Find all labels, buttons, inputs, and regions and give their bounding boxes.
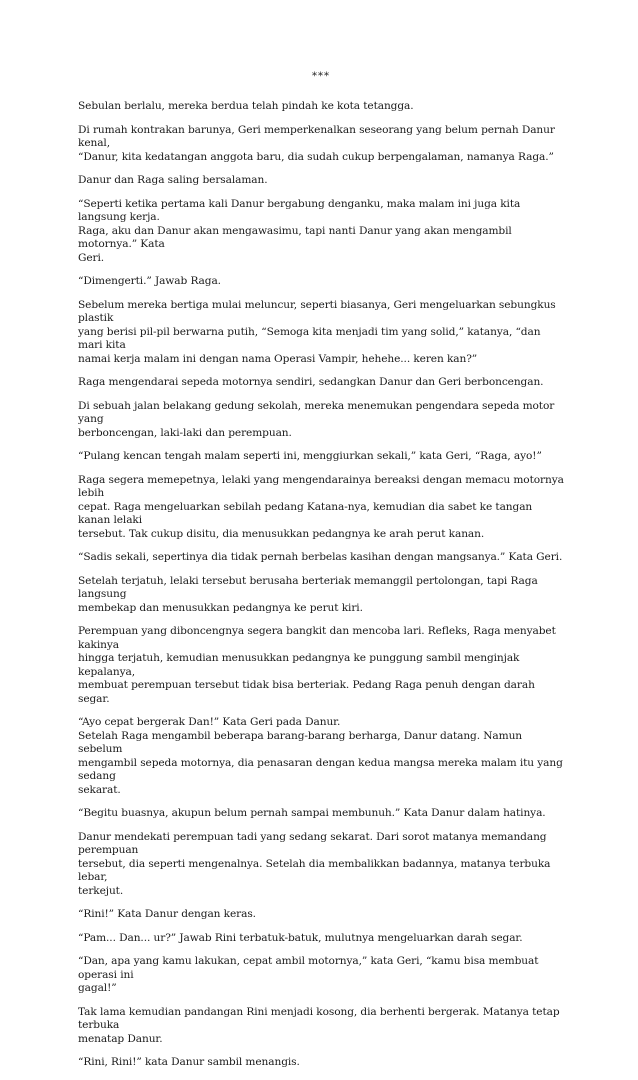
- paragraph: “Sadis sekali, sepertinya dia tidak pernah berbelas kasihan dengan mangsanya.” Kata Geri.: [78, 551, 563, 563]
- paragraph: Raga mengendarai sepeda motornya sendiri, sedangkan Danur dan Geri berboncengan.: [78, 376, 544, 388]
- paragraph: “Pulang kencan tengah malam seperti ini, menggiurkan sekali,” kata Geri, “Raga, ayo!”: [78, 450, 542, 462]
- paragraph: Di rumah kontrakan barunya, Geri memperkenalkan seseorang yang belum pernah Danur kenal, “Danur, kita kedatangan anggota baru, dia sudah cukup berpengalaman, namanya Raga.”: [78, 123, 555, 163]
- paragraph: Danur dan Raga saling bersalaman.: [78, 174, 268, 186]
- paragraph: Danur mendekati perempuan tadi yang sedang sekarat. Dari sorot matanya memandang perempuan tersebut, dia seperti mengenalnya. Setelah dia membalikkan badannya, matanya terbuka lebar, terkejut.: [78, 830, 551, 897]
- paragraph: “Dan, apa yang kamu lakukan, cepat ambil motornya,” kata Geri, “kamu bisa membuat operasi ini gagal!”: [78, 955, 539, 994]
- paragraph: “Seperti ketika pertama kali Danur bergabung denganku, maka malam ini juga kita langsung kerja. Raga, aku dan Danur akan mengawasimu, tapi nanti Danur yang akan mengambil motornya.” Kata Geri.: [78, 197, 521, 264]
- paragraph: “Ayo cepat bergerak Dan!” Kata Geri pada Danur. Setelah Raga mengambil beberapa barang-barang berharga, Danur datang. Namun sebelum mengambil sepeda motornya, dia penasaran dengan kedua mangsa mereka malam itu yang sedang sekarat.: [78, 716, 563, 796]
- paragraph: “Rini, Rini!” kata Danur sambil menangis.: [78, 1056, 300, 1068]
- section-separator: ***: [312, 71, 330, 82]
- paragraph: Perempuan yang diboncengnya segera bangkit dan mencoba lari. Refleks, Raga menyabet kakinya hingga terjatuh, kemudian menusukkan pedangnya ke punggung sambil menginjak kepalanya, membuat perempuan tersebut tidak bisa berteriak. Pedang Raga penuh dengan darah segar.: [78, 625, 556, 705]
- paragraph: Raga segera memepetnya, lelaki yang mengendarainya bereaksi dengan memacu motornya lebih cepat. Raga mengeluarkan sebilah pedang Katana-nya, kemudian dia sabet ke tangan kanan lelaki tersebut. Tak cukup disitu, dia menusukkan pedangnya ke arah perut kanan.: [78, 473, 564, 540]
- paragraph: Setelah terjatuh, lelaki tersebut berusaha berteriak memanggil pertolongan, tapi Raga langsung membekap dan menusukkan pedangnya ke perut kiri.: [78, 574, 538, 614]
- paragraph: “Begitu buasnya, akupun belum pernah sampai membunuh.” Kata Danur dalam hatinya.: [78, 807, 546, 819]
- paragraph: “Dimengerti.” Jawab Raga.: [78, 275, 221, 287]
- document-page: [78, 70, 564, 1080]
- paragraph: “Rini!” Kata Danur dengan keras.: [78, 908, 256, 920]
- paragraph: Sebulan berlalu, mereka berdua telah pindah ke kota tetangga.: [78, 100, 414, 112]
- paragraph: Tak lama kemudian pandangan Rini menjadi kosong, dia berhenti bergerak. Matanya tetap terbuka menatap Danur.: [78, 1005, 560, 1045]
- paragraph: Di sebuah jalan belakang gedung sekolah, mereka menemukan pengendara sepeda motor yang berboncengan, laki-laki dan perempuan.: [78, 399, 555, 439]
- paragraph: “Pam... Dan... ur?” Jawab Rini terbatuk-batuk, mulutnya mengeluarkan darah segar.: [78, 931, 523, 944]
- paragraph: Sebelum mereka bertiga mulai meluncur, seperti biasanya, Geri mengeluarkan sebungkus plastik yang berisi pil-pil berwarna putih, “Semoga kita menjadi tim yang solid,” katanya, “dan mari kita namai kerja malam ini dengan nama Operasi Vampir, hehehe... keren kan?”: [78, 298, 556, 365]
